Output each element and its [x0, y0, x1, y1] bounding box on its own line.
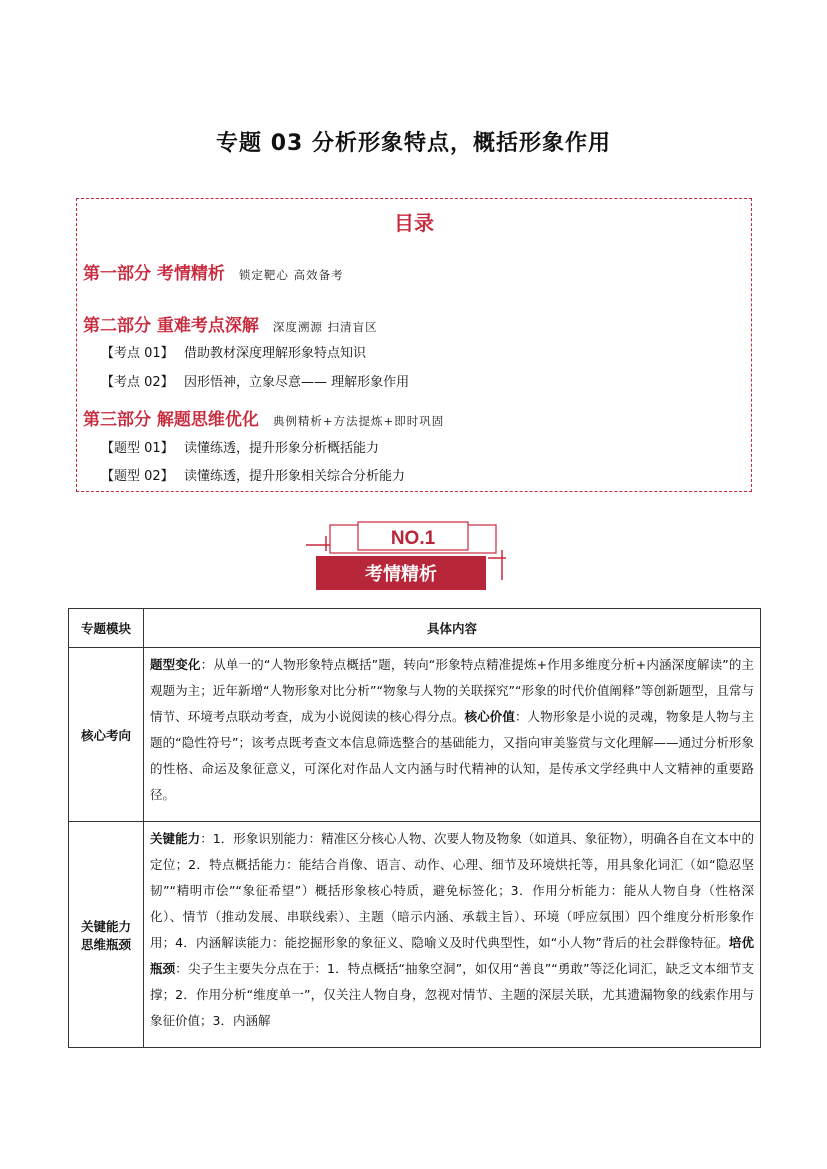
- row-content-ability: [144, 822, 761, 1048]
- badge-label: 考情精析: [365, 564, 437, 585]
- toc-part-3[interactable]: [83, 405, 444, 430]
- content-text: ：人物形象是小说的灵魂，物象是人物与主题的“隐性符号”；该考点既考查文本信息筛选整合的基础能力，又指向审美鉴赏与文化理解——通过分析形象的性格、命运及象征意义，可深化对作品人文内涵与时代精神的认知，是传承文学经典中人文精神的重要路径。: [150, 709, 754, 802]
- document-title: 专题 03 分析形象特点，概括形象作用: [216, 131, 611, 156]
- header-module: 专题模块: [69, 609, 144, 648]
- row-content-core: [144, 648, 761, 822]
- toc-item-text: 因形悟神，立象尽意—— 理解形象作用: [184, 375, 410, 390]
- table-row: [69, 648, 761, 822]
- toc-item-text: 读懂练透，提升形象分析概括能力: [184, 441, 380, 456]
- toc-item-label: 【考点 01】: [101, 346, 174, 361]
- module-line-1: 关键能力: [80, 918, 131, 934]
- toc-part-1-tagline: 锁定靶心 高效备考: [238, 268, 344, 282]
- row-module-core: 核心考向: [69, 648, 144, 822]
- content-text: ：尖子生主要失分点在于：1．特点概括“抽象空洞”，如仅用“善良”“勇敢”等泛化词汇，缺乏文本细节支撑；2．作用分析“维度单一”，仅关注人物自身，忽视对情节、主题的深层关联，尤其遗漏物象的线索作用与象征价值；3．内涵解: [150, 961, 754, 1028]
- toc-part-1[interactable]: [83, 259, 344, 284]
- toc-item-text: 借助教材深度理解形象特点知识: [184, 346, 367, 361]
- header-content: 具体内容: [144, 609, 761, 648]
- toc-heading: 目录: [394, 211, 434, 235]
- row-module-ability: [69, 822, 144, 1048]
- badge-number: NO.1: [390, 528, 436, 549]
- content-text: ：1．形象识别能力：精准区分核心人物、次要人物及物象（如道具、象征物），明确各自在文本中的定位；2．特点概括能力：能结合肖像、语言、动作、心理、细节及环境烘托等，用具象化词汇（如“隐忍坚韧”“精明市侩”“象征希望”）概括形象核心特质，避免标签化；3．作用分析能力：能从人物自身（性格深化）、情节（推动发展、串联线索）、主题（暗示内涵、承载主旨）、环境（呼应氛围）四个维度分析形象作用；4．内涵解读能力：能挖掘形象的象征义、隐喻义及时代典型性，如“小人物”背后的社会群像特征。: [150, 831, 754, 950]
- toc-item-text: 读懂练透，提升形象相关综合分析能力: [184, 469, 406, 484]
- toc-part-3-tagline: 典例精析+方法提炼+即时巩固: [272, 414, 445, 428]
- content-label: 培优瓶颈: [150, 935, 754, 976]
- content-label: 题型变化: [150, 657, 201, 672]
- toc-item-label: 【考点 02】: [101, 375, 174, 390]
- toc-item-label: 【题型 01】: [101, 441, 174, 456]
- content-text: ：从单一的“人物形象特点概括”题，转向“形象特点精准提炼+作用多维度分析+内涵深度解读”的主观题为主；近年新增“人物形象对比分析”“物象与人物的关联探究”“形象的时代价值阐释”等创新题型，且常与情节、环境考点联动考查，成为小说阅读的核心得分点。: [150, 657, 754, 724]
- table-row: [69, 822, 761, 1048]
- toc-item-tixing-01[interactable]: [101, 437, 379, 456]
- toc-part-2-tagline: 深度溯源 扫清盲区: [272, 320, 378, 334]
- toc-item-kaodian-02[interactable]: [101, 371, 409, 390]
- toc-item-tixing-02[interactable]: [101, 465, 405, 484]
- toc-item-kaodian-01[interactable]: [101, 342, 366, 361]
- module-line-2: 思维瓶颈: [80, 936, 131, 952]
- table-header-row: [69, 609, 761, 648]
- toc-part-1-title: 第一部分 考情精析: [83, 264, 225, 284]
- toc-part-2-title: 第二部分 重难考点深解: [83, 316, 259, 336]
- toc-item-label: 【题型 02】: [101, 469, 174, 484]
- toc-part-3-title: 第三部分 解题思维优化: [83, 410, 259, 430]
- toc-part-2[interactable]: [83, 311, 378, 336]
- content-label: 核心价值: [464, 709, 515, 724]
- table-of-contents: [76, 198, 752, 492]
- content-label: 关键能力: [150, 831, 201, 846]
- exam-analysis-table: [68, 608, 761, 1048]
- section-badge: [306, 520, 512, 592]
